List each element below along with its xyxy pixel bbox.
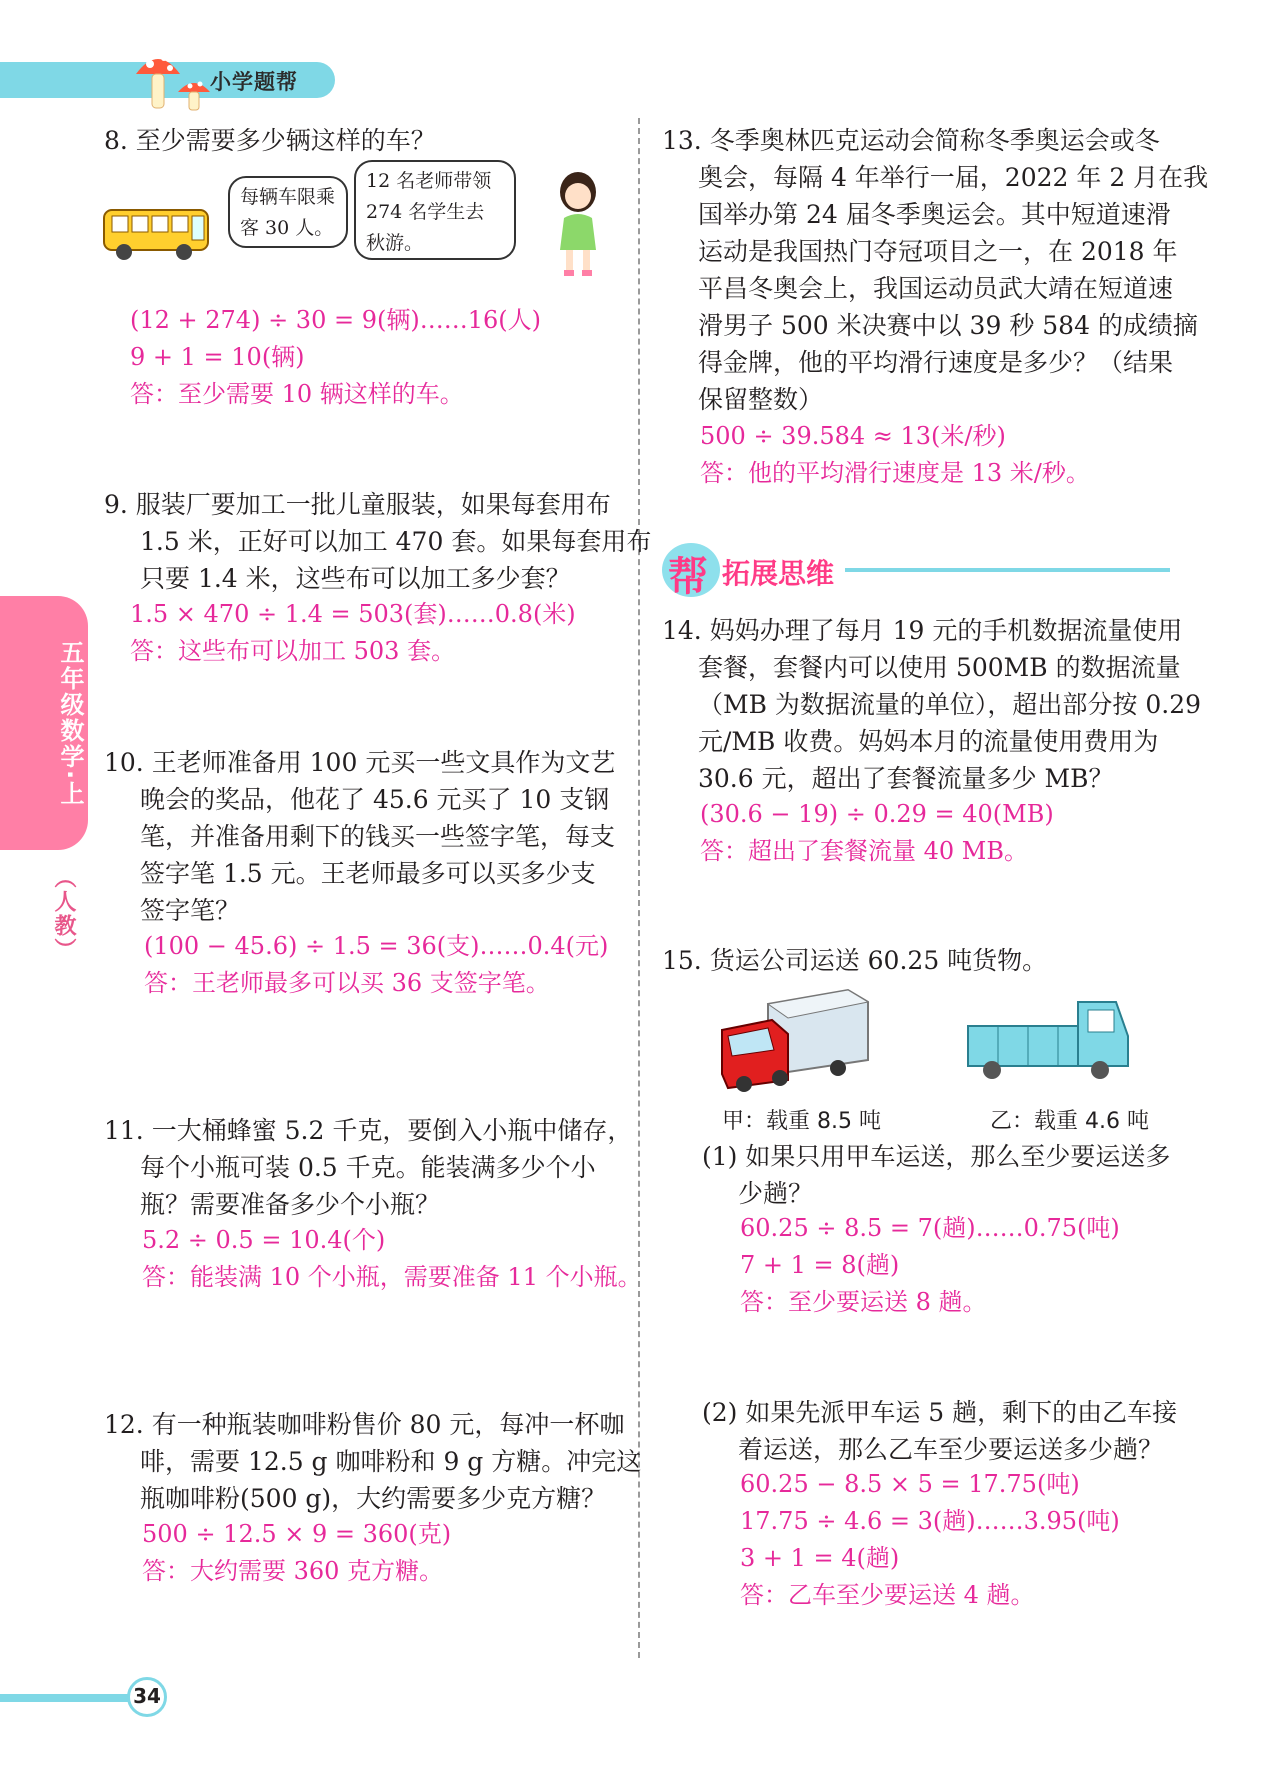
answer-line: 60.25 − 8.5 × 5 = 17.75(吨) [740, 1470, 1080, 1498]
question-text: 国举办第 24 届冬季奥运会。其中短道速滑 [698, 200, 1171, 229]
girl-icon [548, 170, 610, 280]
answer-line: 5.2 ÷ 0.5 = 10.4(个) [142, 1226, 386, 1254]
question-text: 只要 1.4 米，这些布可以加工多少套？ [140, 564, 571, 593]
answer-line: 3 + 1 = 4(趟) [740, 1544, 900, 1572]
question-text: 30.6 元，超出了套餐流量多少 MB？ [698, 764, 1114, 793]
bubble-line: 每辆车限乘 [240, 186, 336, 208]
answer-line: 答：这些布可以加工 503 套。 [130, 637, 456, 665]
speech-bubble-girl [354, 160, 516, 260]
answer-line: 60.25 ÷ 8.5 = 7(趟)……0.75(吨) [740, 1214, 1120, 1242]
answer-line: 答：乙车至少要运送 4 趟。 [740, 1581, 1035, 1609]
answer-line: 1.5 × 470 ÷ 1.4 = 503(套)……0.8(米) [130, 600, 576, 628]
answer-line: 17.75 ÷ 4.6 = 3(趟)……3.95(吨) [740, 1507, 1120, 1535]
answer-11 [142, 1222, 642, 1296]
question-15-part-1 [702, 1138, 1170, 1212]
footer-bar [0, 1694, 145, 1702]
question-text: 滑男子 500 米决赛中以 39 秒 584 的成绩摘 [698, 311, 1198, 340]
answer-line: 答：他的平均滑行速度是 13 米/秒。 [700, 459, 1090, 487]
section-title: 拓展思维 [722, 557, 835, 590]
question-text: 啡，需要 12.5 g 咖啡粉和 9 g 方糖。冲完这 [140, 1447, 642, 1476]
answer-14 [700, 796, 1054, 870]
answer-line: 500 ÷ 12.5 × 9 = 360(克) [142, 1520, 452, 1548]
answer-line: (30.6 − 19) ÷ 0.29 = 40(MB) [700, 800, 1054, 828]
question-text: 平昌冬奥会上，我国运动员武大靖在短道速 [698, 274, 1174, 303]
answer-line: 答：能装满 10 个小瓶，需要准备 11 个小瓶。 [142, 1263, 642, 1291]
question-text: 签字笔？ [140, 896, 241, 925]
question-text: 奥会，每隔 4 年举行一届，2022 年 2 月在我 [698, 163, 1209, 192]
answer-line: 答：至少需要 10 辆这样的车。 [130, 380, 464, 408]
speech-bubble-bus [228, 176, 348, 248]
page-number: 34 [133, 1684, 161, 1708]
question-text: 11. 一大桶蜂蜜 5.2 千克，要倒入小瓶中储存， [104, 1116, 633, 1145]
question-text: 签字笔 1.5 元。王老师最多可以买多少支 [140, 859, 596, 888]
section-rule [845, 568, 1170, 572]
question-text: 着运送，那么乙车至少要运送多少趟？ [738, 1435, 1164, 1464]
question-text: 14. 妈妈办理了每月 19 元的手机数据流量使用 [662, 616, 1183, 645]
question-text: 晚会的奖品，他花了 45.6 元买了 10 支钢 [140, 785, 610, 814]
answer-line: 7 + 1 = 8(趟) [740, 1251, 900, 1279]
question-9 [104, 486, 651, 597]
question-text: 元/MB 收费。妈妈本月的流量使用费用为 [698, 727, 1159, 756]
section-badge-text: 帮 [668, 554, 708, 600]
truck-a-icon [718, 984, 878, 1094]
question-text: 运动是我国热门夺冠项目之一，在 2018 年 [698, 237, 1178, 266]
question-text: 瓶？需要准备多少个小瓶？ [140, 1190, 441, 1219]
question-text: 保留整数） [698, 385, 824, 414]
question-text: 瓶咖啡粉(500 g)，大约需要多少克方糖？ [140, 1484, 607, 1513]
answer-9 [130, 596, 576, 670]
question-8 [104, 122, 436, 159]
answer-line: (100 − 45.6) ÷ 1.5 = 36(支)……0.4(元) [144, 932, 609, 960]
bubble-line: 秋游。 [366, 232, 424, 254]
question-11 [104, 1112, 632, 1223]
truck-a-caption: 甲：载重 8.5 吨 [722, 1109, 881, 1134]
question-text: 13. 冬季奥林匹克运动会简称冬季奥运会或冬 [662, 126, 1160, 155]
question-text: 笔，并准备用剩下的钱买一些签字笔，每支 [140, 822, 616, 851]
question-10 [104, 744, 615, 929]
answer-line: 答：王老师最多可以买 36 支签字笔。 [144, 969, 550, 997]
truck-b-icon [964, 996, 1144, 1086]
answer-line: 答：超出了套餐流量 40 MB。 [700, 837, 1029, 865]
bubble-line: 12 名老师带领 [366, 170, 492, 192]
bubble-line: 274 名学生去 [366, 201, 485, 223]
question-15 [662, 942, 1047, 979]
question-text: （MB 为数据流量的单位），超出部分按 0.29 [698, 690, 1202, 719]
header-title: 小学题帮 [210, 70, 298, 94]
question-text: (2) 如果先派甲车运 5 趟，剩下的由乙车接 [702, 1398, 1178, 1427]
question-text: 12. 有一种瓶装咖啡粉售价 80 元，每冲一杯咖 [104, 1410, 625, 1439]
question-text: 9. 服装厂要加工一批儿童服装，如果每套用布 [104, 490, 611, 519]
bubble-line: 客 30 人。 [240, 217, 334, 239]
side-tab-edition: （人教） [51, 866, 76, 962]
answer-10 [144, 928, 608, 1002]
question-text: 10. 王老师准备用 100 元买一些文具作为文艺 [104, 748, 616, 777]
question-text: 15. 货运公司运送 60.25 吨货物。 [662, 946, 1048, 975]
answer-15-part-1 [740, 1210, 1120, 1321]
question-text: 每个小瓶可装 0.5 千克。能装满多少个小 [140, 1153, 596, 1182]
answer-13 [700, 418, 1090, 492]
question-14 [662, 612, 1201, 797]
side-tab-grade: 五年级数学·上 [56, 640, 84, 808]
question-13 [662, 122, 1208, 418]
mushroom-icon [128, 44, 218, 114]
question-text: 8. 至少需要多少辆这样的车？ [104, 126, 436, 155]
answer-12 [142, 1516, 451, 1590]
question-15-part-2 [702, 1394, 1177, 1468]
question-text: 套餐，套餐内可以使用 500MB 的数据流量 [698, 653, 1181, 682]
question-text: 1.5 米，正好可以加工 470 套。如果每套用布 [140, 527, 652, 556]
answer-line: 500 ÷ 39.584 ≈ 13(米/秒) [700, 422, 1006, 450]
question-text: 少趟？ [738, 1179, 814, 1208]
bus-icon [100, 200, 215, 266]
question-text: (1) 如果只用甲车运送，那么至少要运送多 [702, 1142, 1171, 1171]
answer-line: (12 + 274) ÷ 30 = 9(辆)……16(人) [130, 306, 541, 334]
answer-15-part-2 [740, 1466, 1120, 1614]
question-text: 得金牌，他的平均滑行速度是多少？（结果 [698, 348, 1174, 377]
answer-8 [130, 302, 541, 413]
question-12 [104, 1406, 641, 1517]
truck-b-caption: 乙：载重 4.6 吨 [990, 1109, 1149, 1134]
answer-line: 9 + 1 = 10(辆) [130, 343, 305, 371]
answer-line: 答：至少要运送 8 趟。 [740, 1288, 987, 1316]
answer-line: 答：大约需要 360 克方糖。 [142, 1557, 444, 1585]
